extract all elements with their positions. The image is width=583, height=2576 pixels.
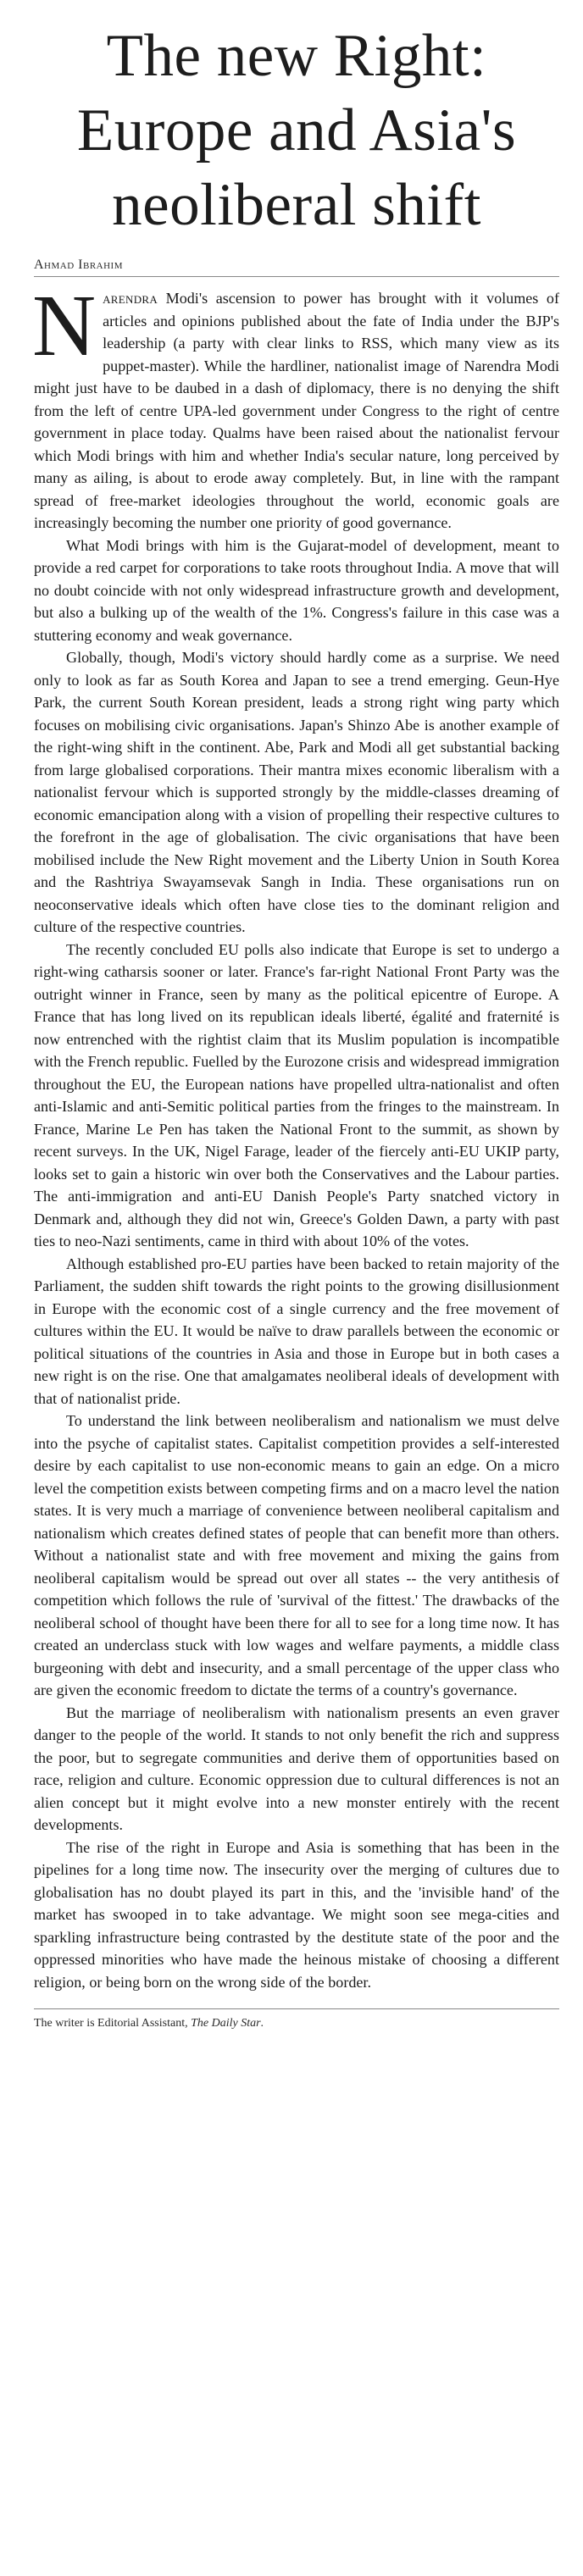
paragraph-7: But the marriage of neoliberalism with nationalism presents an even graver danger to the people of the world. It stands to not only benefit the rich and suppress the poor, but to segregate communities and derive them of opportunities based on race, religion and culture. Economic oppression due to cultural differences is not an alien concept but it might evolve into a new monster entirely with the recent developments. [34,1703,559,1833]
publication-name: The Daily Star [191,2017,261,2030]
paragraph-3: Globally, though, Modi's victory should hardly come as a surprise. We need only to look as far as South Korea and Japan to see a trend emerging. Geun-Hye Park, the current South Korean president, leads a strong right wing party which focuses on mobilising civic organisations. Japan's Shinzo Abe is another example of the right-wing shift in the continent. Abe, Park and Modi all get substantial backing from large globalised corporations. Their mantra mixes economic liberalism with a nationalist fervour which is supported strongly by the middle-classes dreaming of economic emancipation along with a vision of propelling their respective cultures to the forefront in the age of globalisation. The civic organisations that have been mobilised include the New Right movement and the Liberty Union in South Korea and the Rashtriya Swayamsevak Sangh in India. These organisations run on neoconservative ideals which often have close ties to the dominant religion and culture of the respective countries. [34,649,559,935]
paragraph-6: To understand the link between neoliberalism and nationalism we must delve into the psyche of capitalist states. Capitalist competition provides a self-interested desire by each capitalist to use non-economic means to gain an edge. On a micro level the competition exists between competing firms and on a macro level the nation states. It is very much a marriage of convenience between neoliberal capitalism and nationalism which creates defined states of people that can benefit more than others. Without a nationalist state and with free movement and mixing the gains from neoliberal capitalism would be spread out over all states -- the very antithesis of competition which follows the rule of 'survival of the fittest.' The drawbacks of the neoliberal school of thought have been there for all to see for a long time now. It has created an underclass stuck with low wages and welfare payments, a middle class burgeoning with debt and insecurity, and a small percentage of the upper class who are given the economic freedom to dictate the terms of a country's governance. [34,1412,559,1698]
paragraph-1 [32,277,559,535]
article-body [32,277,559,1993]
author-note-suffix: . [260,2017,264,2030]
lead-in-caps: arendra [103,290,158,307]
paragraph-4: The recently concluded EU polls also indicate that Europe is set to undergo a right-wing catharsis sooner or later. France's far-right National Front Party was the outright winner in France, seen by many as the political epicentre of Europe. A France that has long lived on its republican ideals liberté, égalité and fraternité is now entrenched with the rightist claim that its Muslim population is incompatible with the French republic. Fuelled by the Eurozone crisis and widespread immigration throughout the EU, the European nations have propelled ultra-nationalist and often anti-Islamic and anti-Semitic political parties from the fringes to the mainstream. In France, Marine Le Pen has taken the National Front to the summit, as shown by recent surveys. In the UK, Nigel Farage, leader of the fiercely anti-EU UKIP party, looks set to gain a historic win over both the Conservatives and the Labour parties. The anti-immigration and anti-EU Danish People's Party snatched victory in Denmark and, although they did not win, Greece's Golden Dawn, a party with past ties to neo-Nazi sentiments, came in third with about 10% of the votes. [34,940,559,1249]
headline-line-1: The new Right: [106,23,487,89]
author-note [34,2016,559,2031]
paragraph-5: Although established pro-EU parties have been backed to retain majority of the Parliament, the sudden shift towards the right points to the growing disillusionment in Europe with the economic cost of a single currency and the free movement of cultures within the EU. It would be naïve to draw parallels between the economic or political situations of the countries in Asia and those in Europe but in both cases a new right is on the rise. One that amalgamates neoliberal ideals of development with that of nationalist pride. [34,1255,559,1407]
paragraph-8: The rise of the right in Europe and Asia is something that has been in the pipelines for a long time now. The insecurity over the merging of cultures due to globalisation has no doubt played its part in this, and the 'invisible hand' of the market has swooped in to take advantage. We might soon see mega-cities and sparkling infrastructure being contrasted by the destitute state of the poor and the oppressed minorities who have made the heinous mistake of choosing a different religion, or being born on the wrong side of the border. [34,1838,559,1991]
paragraph-2: What Modi brings with him is the Gujarat-model of development, meant to provide a red carpet for corporations to take roots throughout India. A move that will no doubt coincide with not only widespread infrastructure growth and development, but also a bulking up of the wealth of the 1%. Congress's failure in this case was a stuttering economy and weak governance. [34,536,559,644]
paragraph-1-text: Modi's ascension to power has brought with it volumes of articles and opinions published about the fate of India under the BJP's leadership (a party with clear links to RSS, which many view as its puppet-master). While the hardliner, nationalist image of Narendra Modi might just have to be daubed in a dash of diplomacy, there is no denying the shift from the left of centre UPA-led government under Congress to the right of centre government in place today. Qualms have been raised about the nationalist fervour which Modi brings with him and whether India's secular nature, long perceived by many as ailing, is about to erode away completely. But, in line with the rampant spread of free-market ideologies throughout the world, economic goals are increasingly becoming the number one priority of good governance. [34,290,559,531]
byline-divider [34,276,559,277]
author-note-prefix: The writer is Editorial Assistant, [34,2017,192,2030]
drop-cap: N [32,277,97,374]
headline-line-2: Europe and Asia's [76,97,517,163]
headline [34,19,559,242]
headline-line-3: neoliberal shift [112,172,481,238]
footer-divider [34,2008,559,2009]
author-byline: Ahmad Ibrahim [34,258,124,272]
